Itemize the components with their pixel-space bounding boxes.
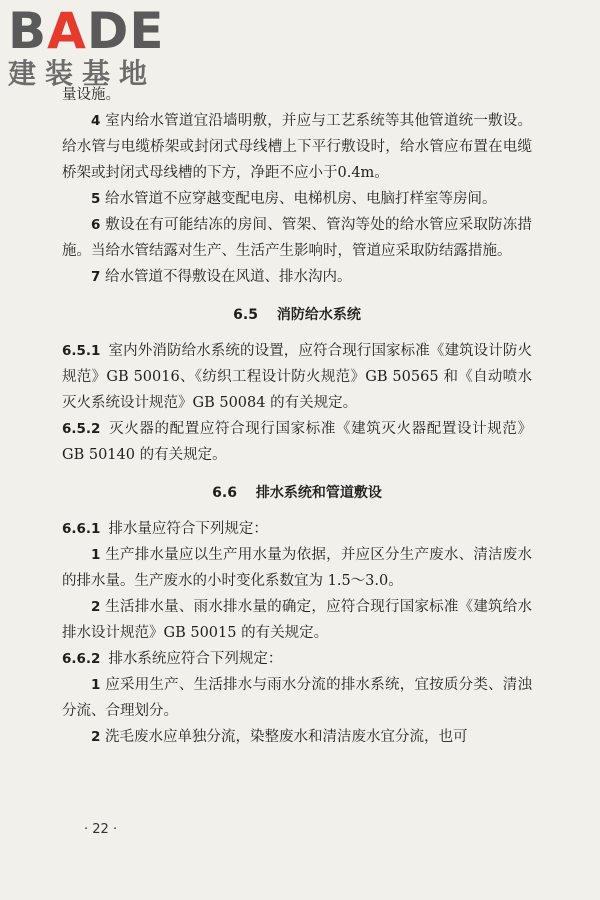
clause-text: 室内外消防给水系统的设置，应符合现行国家标准《建筑设计防火规范》GB 50016、《纺织工程设计防火规范》GB 50565 和《自动喷水灭火系统设计规范》GB 50084 的有关规定。 bbox=[62, 343, 532, 411]
page-number: · 22 · bbox=[84, 822, 118, 837]
document-page bbox=[62, 82, 532, 750]
list-item bbox=[62, 672, 532, 724]
item-text: 生活排水量、雨水排水量的确定，应符合现行国家标准《建筑给水排水设计规范》GB 50015 的有关规定。 bbox=[62, 599, 533, 641]
section-number: 6.5 bbox=[233, 307, 258, 323]
brand-logo bbox=[8, 2, 178, 90]
list-item bbox=[62, 542, 532, 594]
item-number: 5 bbox=[91, 191, 101, 207]
item-text: 给水管道不应穿越变配电房、电梯机房、电脑打样室等房间。 bbox=[105, 191, 497, 207]
item-text: 生产排水量应以生产用水量为依据，并应区分生产废水、清洁废水的排水量。生产废水的小时变化系数宜为 1.5～3.0。 bbox=[62, 547, 533, 589]
section-heading-6-5 bbox=[62, 302, 532, 328]
clause-6-5-2 bbox=[62, 416, 532, 468]
item-number: 4 bbox=[91, 113, 101, 129]
clause-text: 排水系统应符合下列规定： bbox=[108, 651, 283, 667]
section-title: 消防给水系统 bbox=[276, 307, 361, 323]
list-item bbox=[62, 108, 532, 186]
clause-number: 6.6.2 bbox=[62, 651, 101, 667]
clause-number: 6.6.1 bbox=[62, 521, 101, 537]
list-item bbox=[62, 186, 532, 212]
item-number: 2 bbox=[91, 599, 101, 615]
item-number: 6 bbox=[91, 217, 101, 233]
list-item bbox=[62, 724, 532, 750]
item-text: 敷设在有可能结冻的房间、管架、管沟等处的给水管应采取防冻措施。当给水管结露对生产、生活产生影响时，管道应采取防结露措施。 bbox=[62, 217, 533, 259]
item-text: 应采用生产、生活排水与雨水分流的排水系统，宜按质分类、清浊分流、合理划分。 bbox=[62, 677, 533, 719]
section-title: 排水系统和管道敷设 bbox=[255, 485, 382, 501]
list-item bbox=[62, 594, 532, 646]
list-item bbox=[62, 264, 532, 290]
item-text: 室内给水管道宜沿墙明敷，并应与工艺系统等其他管道统一敷设。给水管与电缆桥架或封闭式母线槽上下平行敷设时，给水管应布置在电缆桥架或封闭式母线槽的下方，净距不应小于0.4m。 bbox=[62, 113, 533, 181]
clause-6-6-1 bbox=[62, 516, 532, 542]
clause-6-5-1 bbox=[62, 338, 532, 416]
clause-text: 灭火器的配置应符合现行国家标准《建筑灭火器配置设计规范》GB 50140 的有关规定。 bbox=[62, 421, 532, 463]
clause-number: 6.5.2 bbox=[62, 421, 101, 437]
logo-wordmark: BADE bbox=[8, 2, 165, 60]
item-text: 洗毛废水应单独分流，染整废水和清洁废水宜分流，也可 bbox=[105, 729, 468, 745]
item-number: 1 bbox=[91, 677, 101, 693]
list-item bbox=[62, 212, 532, 264]
paragraph-continuation: 量设施。 bbox=[62, 87, 120, 103]
item-number: 2 bbox=[91, 729, 101, 745]
section-number: 6.6 bbox=[212, 485, 237, 501]
clause-text: 排水量应符合下列规定： bbox=[108, 521, 268, 537]
item-number: 7 bbox=[91, 269, 101, 285]
clause-number: 6.5.1 bbox=[62, 343, 101, 359]
logo-subtitle: 建装基地 bbox=[8, 57, 157, 90]
item-number: 1 bbox=[91, 547, 101, 563]
section-heading-6-6 bbox=[62, 480, 532, 506]
clause-6-6-2 bbox=[62, 646, 532, 672]
item-text: 给水管道不得敷设在风道、排水沟内。 bbox=[105, 269, 352, 285]
